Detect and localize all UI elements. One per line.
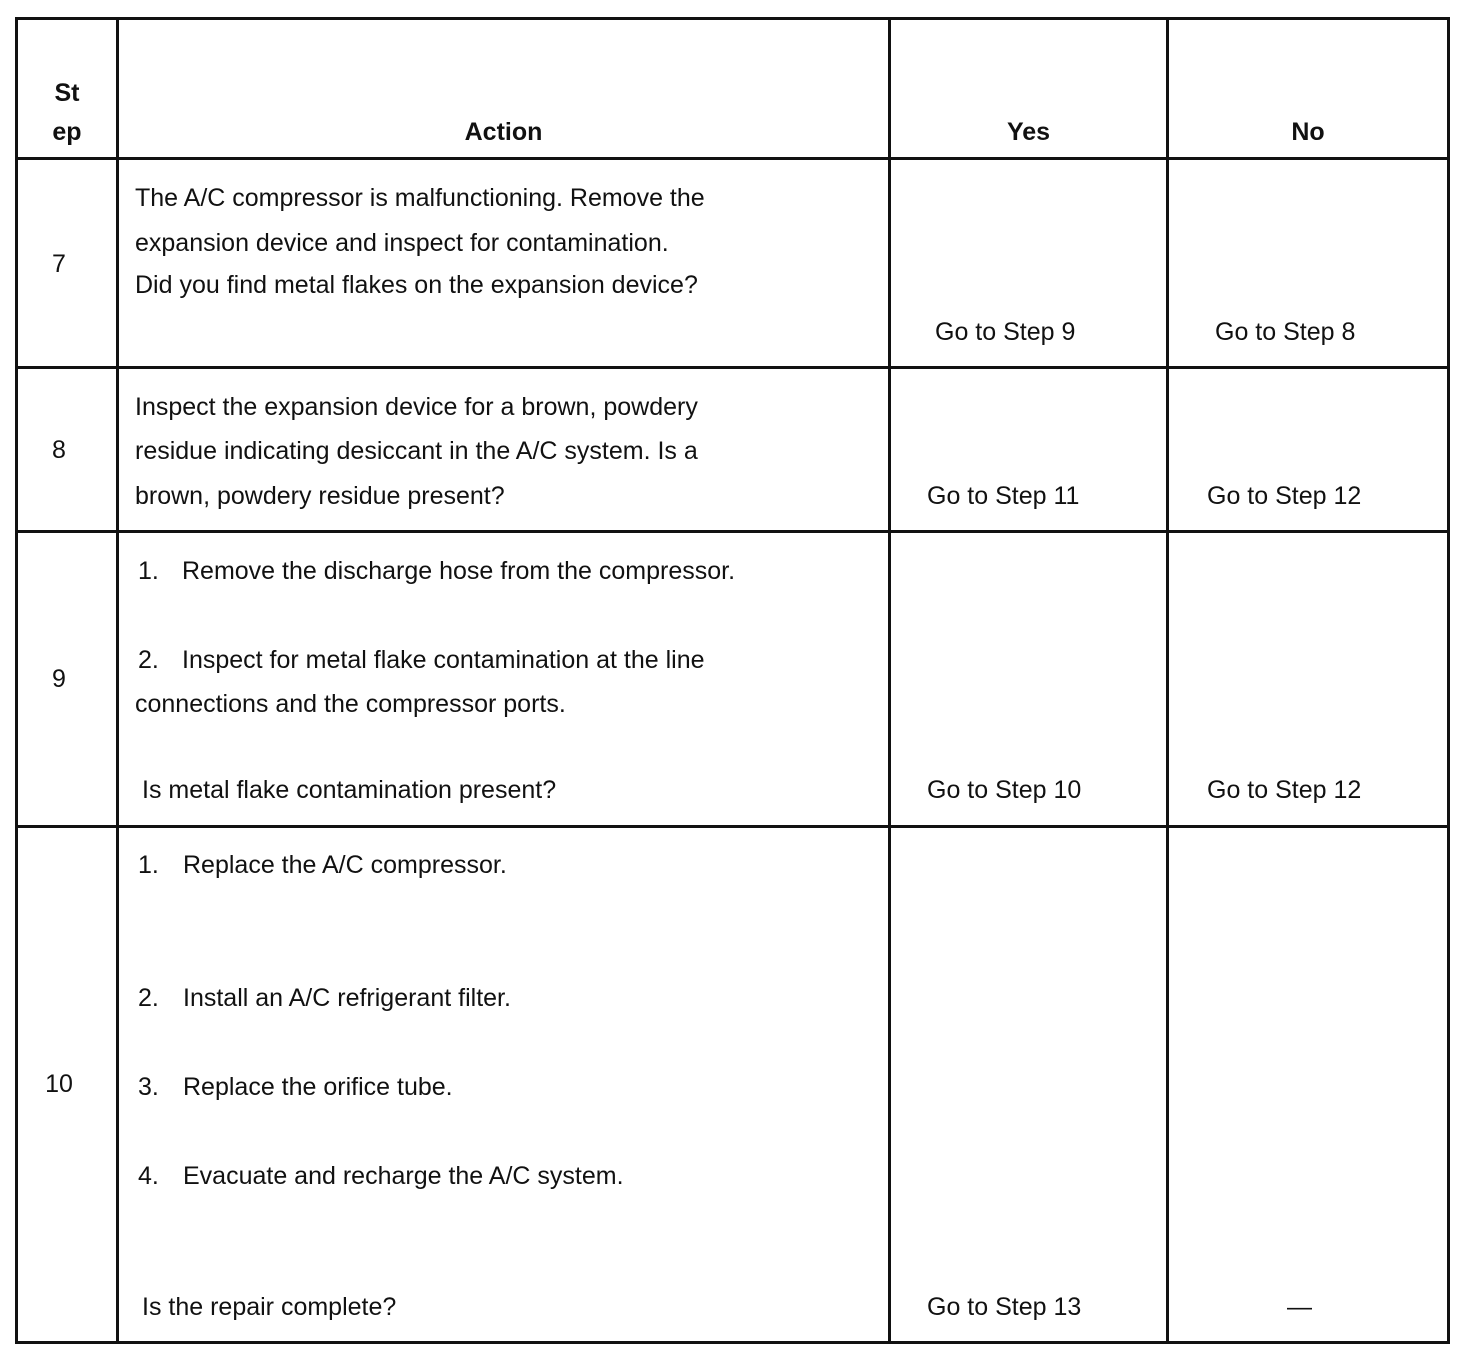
no-result: — <box>1287 1293 1312 1321</box>
action-text: brown, powdery residue present? <box>135 482 505 510</box>
no-result: Go to Step 12 <box>1207 776 1362 804</box>
row-divider <box>15 825 1450 828</box>
step-number: 8 <box>52 436 66 464</box>
header-no: No <box>1291 118 1325 146</box>
step-number: 7 <box>52 250 66 278</box>
row-divider <box>15 366 1450 369</box>
step-number: 10 <box>45 1070 73 1098</box>
list-item: Evacuate and recharge the A/C system. <box>183 1162 624 1190</box>
list-number: 1. <box>138 851 159 879</box>
list-number: 2. <box>138 984 159 1012</box>
action-text: Did you find metal flakes on the expansion device? <box>135 271 698 299</box>
row-divider <box>15 157 1450 160</box>
no-result: Go to Step 12 <box>1207 482 1362 510</box>
list-item: Install an A/C refrigerant filter. <box>183 984 511 1012</box>
step-number: 9 <box>52 665 66 693</box>
header-step: St <box>54 79 80 107</box>
action-text: connections and the compressor ports. <box>135 690 566 718</box>
row-divider <box>15 530 1450 533</box>
diagnostic-table <box>15 17 1450 1344</box>
list-number: 3. <box>138 1073 159 1101</box>
list-number: 1. <box>138 557 159 585</box>
list-item: Replace the A/C compressor. <box>183 851 507 879</box>
question-text: Is metal flake contamination present? <box>142 776 557 804</box>
yes-result: Go to Step 10 <box>927 776 1082 804</box>
list-item: Inspect for metal flake contamination at the line <box>182 646 705 674</box>
column-divider <box>1166 17 1169 1344</box>
list-number: 2. <box>138 646 159 674</box>
no-result: Go to Step 8 <box>1215 318 1356 346</box>
action-text: The A/C compressor is malfunctioning. Remove the <box>135 184 705 212</box>
action-text: expansion device and inspect for contamination. <box>135 229 669 257</box>
yes-result: Go to Step 13 <box>927 1293 1082 1321</box>
column-divider <box>116 17 119 1344</box>
column-divider <box>888 17 891 1344</box>
header-action: Action <box>464 118 543 146</box>
list-item: Remove the discharge hose from the compressor. <box>182 557 736 585</box>
question-text: Is the repair complete? <box>142 1293 397 1321</box>
action-text: residue indicating desiccant in the A/C system. Is a <box>135 437 698 465</box>
header-step: ep <box>52 118 82 146</box>
yes-result: Go to Step 11 <box>927 482 1080 510</box>
list-number: 4. <box>138 1162 159 1190</box>
yes-result: Go to Step 9 <box>935 318 1076 346</box>
action-text: Inspect the expansion device for a brown, powdery <box>135 393 698 421</box>
header-yes: Yes <box>1006 118 1051 146</box>
list-item: Replace the orifice tube. <box>183 1073 453 1101</box>
